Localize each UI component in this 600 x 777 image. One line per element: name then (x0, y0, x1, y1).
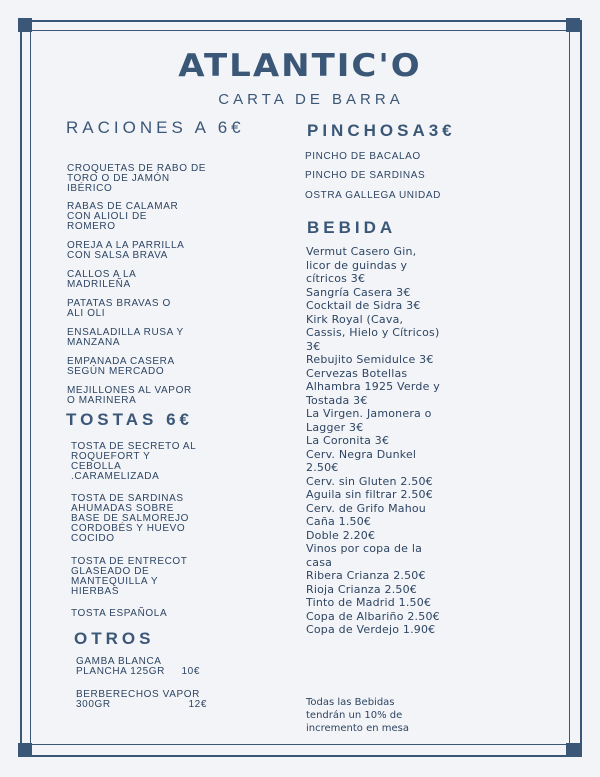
bebida-item: Cocktail de Sidra 3€ (306, 299, 421, 312)
bebida-item: Copa de Albariño 2.50€ (306, 609, 440, 623)
otros-item-price: 10€ (181, 666, 200, 677)
bebida-item: Rioja Crianza 2.50€ (306, 582, 417, 596)
otros-item-name: BERBERECHOS VAPOR (76, 689, 200, 700)
bebida-surcharge-note: Todas las Bebidas tendrán un 10% de incremento en mesa (306, 697, 410, 734)
otros-item-price: 12€ (188, 699, 207, 710)
pincho-item: PINCHO DE BACALAO (305, 151, 421, 162)
tosta-item: TOSTA DE SARDINAS AHUMADAS SOBRE BASE DE SALMOREJO CORDOBÉS Y HUEVO COCIDO (71, 493, 190, 544)
racion-item: CALLOS A LA MADRILEÑA (67, 269, 136, 290)
pinchos-heading: PINCHOSA3€ (307, 121, 456, 140)
bebida-item: Vermut Casero Gin, licor de guindas y cítricos 3€ (306, 245, 417, 285)
bebida-item: Rebujito Semidulce 3€ (306, 353, 434, 366)
bebida-item: Sangría Casera 3€ (306, 285, 411, 299)
bebida-item: Caña 1.50€ (306, 515, 372, 528)
bebida-list (306, 245, 444, 637)
racion-item: OREJA A LA PARRILLA CON SALSA BRAVA (67, 240, 184, 261)
otros-item-name: PLANCHA 125GR (76, 666, 165, 677)
otros-item (76, 657, 200, 677)
tosta-item: TOSTA DE ENTRECOT GLASEADO DE MANTEQUILLA Y HIERBAS (71, 556, 188, 597)
bebida-item: Ribera Crianza 2.50€ (306, 569, 426, 582)
otros-item-name: 300GR (76, 699, 111, 710)
raciones-heading: RACIONES A 6€ (66, 118, 245, 137)
racion-item: RABAS DE CALAMAR CON ALIOLI DE ROMERO (67, 201, 179, 232)
bebida-item: Vinos por copa de la casa (306, 542, 423, 569)
bebida-item: Doble 2.20€ (306, 528, 376, 542)
bebida-item: Cerv. Negra Dunkel 2.50€ (306, 447, 417, 474)
tosta-item: TOSTA DE SECRETO AL ROQUEFORT Y CEBOLLA .CARAMELIZADA (71, 441, 196, 482)
corner-ornament (18, 743, 32, 757)
pincho-item: OSTRA GALLEGA UNIDAD (305, 190, 441, 201)
racion-item: MEJILLONES AL VAPOR O MARINERA (67, 385, 192, 406)
otros-item (76, 690, 207, 710)
menu-subtitle: CARTA DE BARRA (218, 91, 404, 108)
pincho-item: PINCHO DE SARDINAS (305, 170, 426, 181)
bebida-item: Cerv. de Grifo Mahou (306, 501, 426, 515)
racion-item: ENSALADILLA RUSA Y MANZANA (67, 327, 184, 348)
bebida-heading: BEBIDA (307, 218, 397, 237)
restaurant-title: ATLANTIC'O (178, 47, 422, 85)
bebida-item: La Coronita 3€ (306, 434, 390, 447)
bebida-item: Tinto de Madrid 1.50€ (306, 596, 432, 609)
bebida-item: Cervezas Botellas Alhambra 1925 Verde y Tostada 3€ (306, 366, 440, 407)
tostas-heading: TOSTAS 6€ (66, 410, 194, 429)
racion-item: EMPANADA CASERA SEGÚN MERCADO (67, 356, 175, 377)
bebida-item: La Virgen. Jamonera o Lagger 3€ (306, 407, 432, 434)
bebida-item: Copa de Verdejo 1.90€ (306, 623, 436, 636)
corner-ornament (566, 18, 580, 32)
racion-item: CROQUETAS DE RABO DE TORO O DE JAMÓN IBÉRICO (67, 163, 207, 194)
otros-item-name: GAMBA BLANCA (76, 656, 162, 667)
bebida-item: Aguila sin filtrar 2.50€ (306, 488, 433, 501)
bebida-item: Cerv. sin Gluten 2.50€ (306, 474, 433, 488)
racion-item: PATATAS BRAVAS O ALI OLI (67, 298, 171, 319)
corner-ornament (566, 743, 580, 757)
corner-ornament (18, 18, 32, 32)
tosta-item: TOSTA ESPAÑOLA (71, 608, 168, 619)
bebida-item: Kirk Royal (Cava, Cassis, Hielo y Cítricos) 3€ (306, 312, 440, 353)
otros-heading: OTROS (74, 629, 155, 648)
